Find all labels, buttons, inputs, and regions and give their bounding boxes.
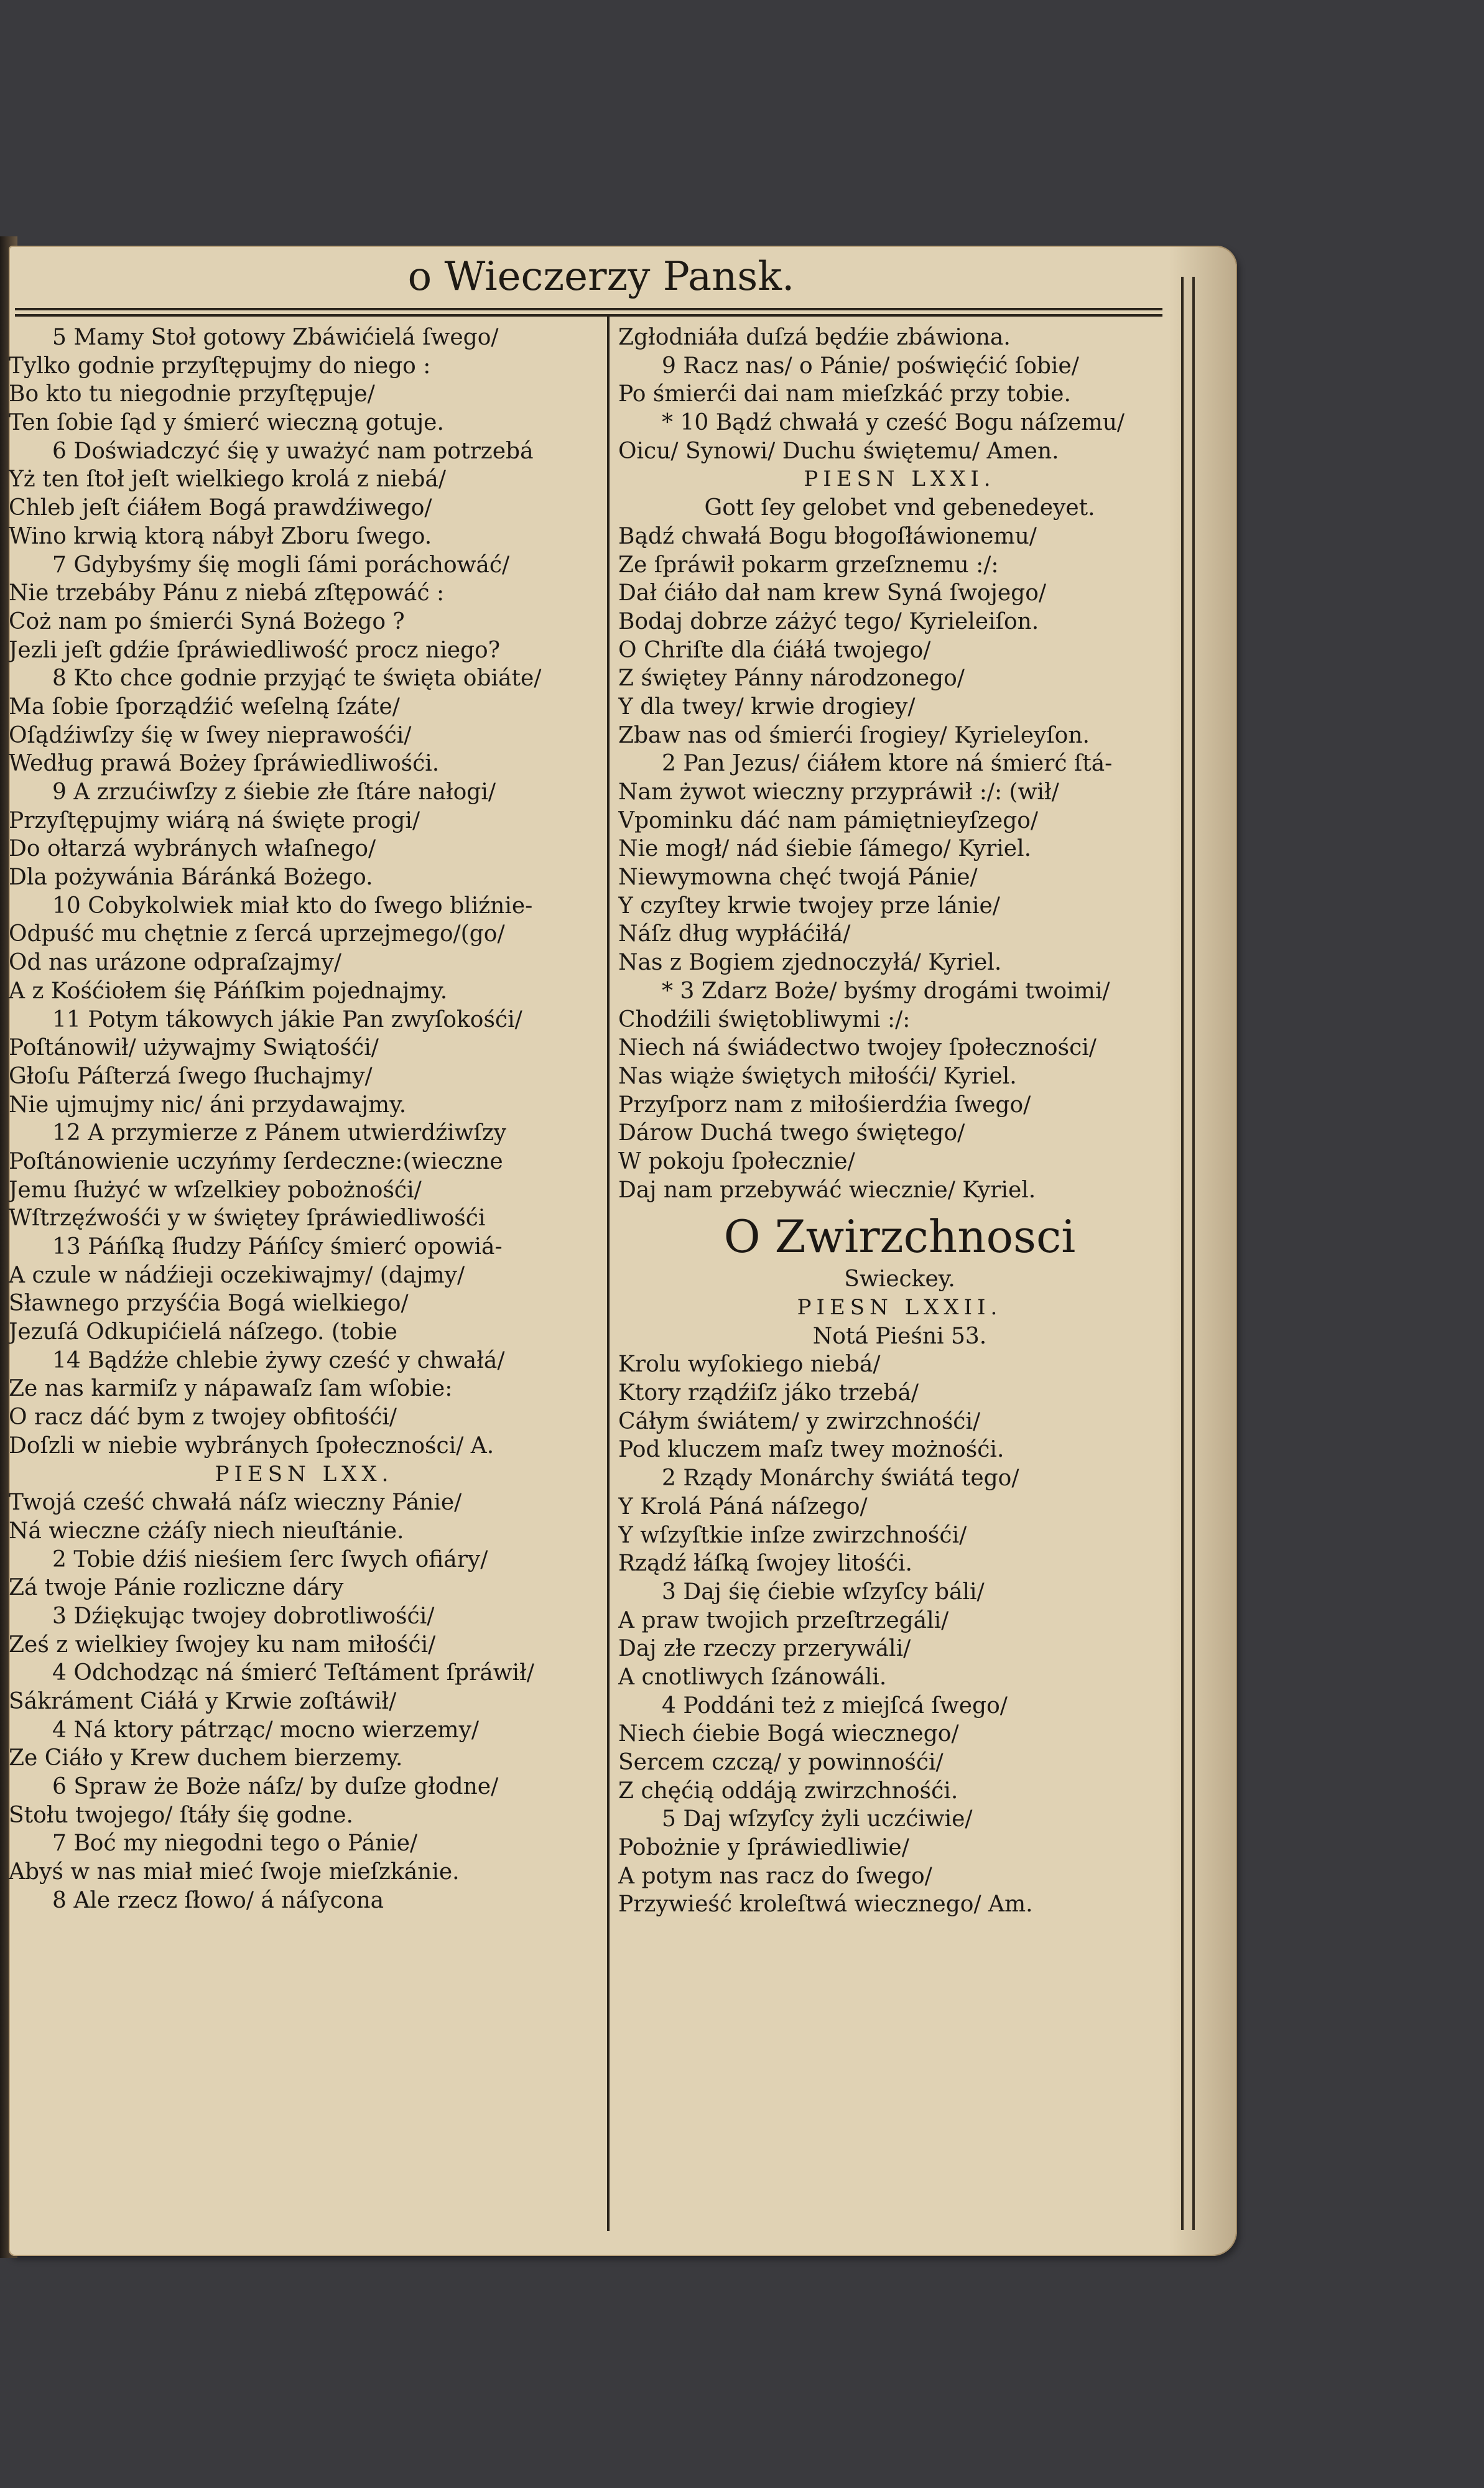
text-line: Nie trzebáby Pánu z niebá zſtępowáć :	[9, 580, 445, 606]
text-line: Od nas urázone odpraſzajmy/	[9, 950, 341, 976]
text-line: Niech ná świádectwo twojey ſpołeczności/	[618, 1035, 1097, 1061]
right-margin-rule-outer	[1192, 277, 1195, 2230]
text-line: Przyſporz nam z miłośierdźia ſwego/	[618, 1092, 1031, 1118]
text-line: Pod kluczem maſz twey możnośći.	[618, 1437, 1004, 1463]
text-line: Ná wieczne cżáſy niech nieuſtánie.	[9, 1518, 404, 1544]
text-line: Zbaw nas od śmierći ſrogiey/ Kyrieleyſon.	[618, 722, 1090, 748]
text-line: Z świętey Pánny národzonego/	[618, 666, 965, 692]
text-line: Tylko godnie przyſtępujmy do niego :	[9, 353, 431, 379]
text-line: Oſądźiwſzy śię w ſwey nieprawośći/	[9, 722, 412, 748]
text-line: Sercem czczą/ y powinnośći/	[618, 1750, 944, 1775]
text-line: 14 Bądźże chlebie żywy cześć y chwałá/	[52, 1347, 505, 1373]
text-line: Nas wiąże świętych miłośći/ Kyriel.	[618, 1063, 1017, 1089]
text-line: Náſz dług wypłáćiłá/	[618, 921, 851, 947]
text-line: Y Krolá Páná náſzego/	[618, 1493, 868, 1520]
text-line: Zgłodniáła duſzá będźie zbáwiona.	[618, 325, 1011, 350]
text-line: PIESN LXXII.	[797, 1295, 1003, 1320]
text-line: Po śmierći dai nam mieſzkáć przy tobie.	[618, 381, 1071, 407]
text-line: Według prawá Bożey ſpráwiedliwośći.	[9, 751, 440, 777]
text-line: O Chriſte dla ćiáłá twojego/	[618, 637, 931, 663]
right-margin-rule	[1181, 277, 1184, 2230]
text-line: Y wſzyſtkie inſze zwirzchnośći/	[618, 1522, 967, 1548]
text-line: 11 Potym tákowych jákie Pan zwyſokośći/	[52, 1006, 522, 1033]
text-line: Ze Ciáło y Krew duchem bierzemy.	[9, 1745, 403, 1771]
text-line: A cnotliwych ſzánowáli.	[618, 1664, 887, 1690]
text-line: Bodaj dobrze záżyć tego/ Kyrieleiſon.	[618, 608, 1039, 634]
text-line: A czule w nádźieji oczekiwajmy/ (dajmy/	[9, 1262, 465, 1288]
text-line: Chleb jeſt ćiáłem Bogá prawdźiwego/	[9, 495, 432, 521]
text-line: Nie ujmujmy nic/ áni przydawajmy.	[9, 1092, 407, 1118]
text-line: Niech ćiebie Bogá wiecznego/	[618, 1721, 959, 1747]
text-line: Ze nas karmiſz y nápawaſz ſam wſobie:	[9, 1376, 453, 1402]
text-line: Nie mogł/ nád śiebie ſámego/ Kyriel.	[618, 836, 1032, 862]
header-rule-top	[15, 308, 1162, 310]
text-line: Dał ćiáło dał nam krew Syná ſwojego/	[618, 580, 1047, 606]
text-line: Do ołtarzá wybránych właſnego/	[9, 836, 376, 862]
text-line: 9 A zrzućiwſzy z śiebie złe ſtáre nałogi/	[52, 779, 496, 805]
text-line: Gott ſey gelobet vnd gebenedeyet.	[704, 495, 1095, 521]
text-line: Swieckey.	[844, 1266, 955, 1293]
text-line: 5 Mamy Stoł gotowy Zbáwićielá ſwego/	[52, 325, 499, 350]
text-line: PIESN LXX.	[215, 1461, 394, 1487]
text-line: Doſzli w niebie wybránych ſpołeczności/ A.	[9, 1432, 494, 1459]
text-line: 6 Doświadczyć śię y uważyć nam potrzebá	[52, 438, 534, 464]
text-line: Abyś w nas miał mieć ſwoje mieſzkánie.	[9, 1859, 460, 1885]
text-line: 4 Odchodząc ná śmierć Teſtáment ſpráwił/	[52, 1660, 534, 1686]
text-line: Krolu wyſokiego niebá/	[618, 1352, 881, 1378]
text-line: Przyſtępujmy wiárą ná święte progi/	[9, 807, 420, 833]
text-line: Jemu ſłużyć w wſzelkiey pobożnośći/	[9, 1177, 422, 1203]
text-line: * 10 Bądź chwałá y cześć Bogu náſzemu/	[662, 410, 1125, 436]
text-line: Głoſu Páſterzá ſwego ſłuchajmy/	[9, 1063, 373, 1089]
text-line: Ześ z wielkiey ſwojey ku nam miłośći/	[9, 1632, 436, 1658]
text-line: Y czyſtey krwie twojey prze lánie/	[618, 893, 1000, 919]
text-line: Jezli jeſt gdźie ſpráwiedliwość procz niego?	[9, 637, 501, 663]
text-line: Ma ſobie ſporządźić weſelną ſzáte/	[9, 694, 400, 720]
text-line: Cáłym świátem/ y zwirzchnośći/	[618, 1408, 981, 1434]
text-line: Yż ten ſtoł jeſt wielkiego krolá z niebá/	[9, 466, 446, 493]
text-line: Twojá cześć chwałá náſz wieczny Pánie/	[9, 1490, 462, 1516]
text-line: 2 Pan Jezus/ ćiáłem ktore ná śmierć ſtá-	[662, 751, 1113, 777]
text-line: 7 Gdybyśmy śię mogli ſámi poráchowáć/	[52, 552, 510, 578]
text-line: Daj nam przebywáć wiecznie/ Kyriel.	[618, 1177, 1036, 1203]
right-column	[618, 323, 1181, 1919]
text-line: Wino krwią ktorą nábył Zboru ſwego.	[9, 523, 432, 549]
text-line: Dárow Duchá twego świętego/	[618, 1120, 965, 1146]
text-line: W pokoju ſpołecznie/	[618, 1148, 855, 1174]
text-line: 6 Spraw że Boże náſz/ by duſze głodne/	[52, 1774, 499, 1800]
text-line: Y dla twey/ krwie drogiey/	[618, 694, 916, 720]
text-line: 8 Ale rzecz ſłowo/ á náſycona	[52, 1887, 384, 1913]
text-line: A potym nas racz do ſwego/	[618, 1863, 932, 1889]
text-line: Przywieść kroleſtwá wiecznego/ Am.	[618, 1892, 1033, 1918]
text-line: Z chęćią oddáją zwirzchnośći.	[618, 1778, 958, 1804]
text-line: Sákráment Ciáłá y Krwie zoſtáwił/	[9, 1689, 397, 1714]
text-line: Jezuſá Odkupićielá náſzego. (tobie	[9, 1319, 397, 1345]
text-line: Rządź łáſką ſwojey litośći.	[618, 1551, 912, 1577]
text-line: Sławnego przyśćia Bogá wielkiego/	[9, 1291, 409, 1317]
header-rule-bottom	[15, 314, 1162, 317]
text-line: Nam żywot wieczny przypráwił :/: (wił/	[618, 779, 1059, 805]
text-line: Ten ſobie ſąd y śmierć wieczną gotuje.	[9, 410, 444, 436]
text-line: Vpominku dáć nam pámiętnieyſzego/	[618, 807, 1039, 833]
text-line: 12 A przymierze z Pánem utwierdźiwſzy	[52, 1120, 507, 1146]
text-line: 8 Kto chce godnie przyjąć te święta obiáte/	[52, 666, 542, 692]
text-line: * 3 Zdarz Boże/ byśmy drogámi twoimi/	[662, 978, 1110, 1004]
left-column	[9, 323, 600, 1915]
text-line: 4 Ná ktory pátrząc/ mocno wierzemy/	[52, 1717, 480, 1743]
column-divider	[607, 315, 610, 2231]
text-line: 10 Cobykolwiek miał kto do ſwego bliźnie-	[52, 893, 533, 919]
text-line: Dla pożywánia Báránká Bożego.	[9, 865, 373, 891]
text-line: Ze ſpráwił pokarm grzeſznemu :/:	[618, 552, 999, 578]
text-line: Zá twoje Pánie rozliczne dáry	[9, 1575, 344, 1601]
text-line: 5 Daj wſzyſcy żyli uczćiwie/	[662, 1806, 973, 1832]
text-line: Pobożnie y ſpráwiedliwie/	[618, 1835, 909, 1861]
text-line: Wſtrzęźwośći y w świętey ſpráwiedliwośći	[9, 1205, 486, 1232]
text-line: 13 Páńſką ſłudzy Páńſcy śmierć opowiá-	[52, 1234, 503, 1260]
text-line: O racz dáć bym z twojey obfitośći/	[9, 1404, 397, 1431]
text-line: Odpuść mu chętnie z ſercá uprzejmego/(go/	[9, 921, 505, 947]
text-line: Niewymowna chęć twojá Pánie/	[618, 865, 978, 891]
text-line: 3 Dźiękując twojey dobrotliwośći/	[52, 1603, 435, 1629]
right-column-part-b	[618, 1265, 1181, 1919]
text-line: Ktory rządźiſz jáko trzebá/	[618, 1380, 919, 1406]
text-line: PIESN LXXI.	[804, 466, 996, 492]
text-line: Oicu/ Synowi/ Duchu świętemu/ Amen.	[618, 438, 1059, 464]
text-line: 2 Tobie dźiś nieśiem ſerc ſwych ofiáry/	[52, 1546, 488, 1572]
text-line: Notá Pieśni 53.	[812, 1323, 987, 1349]
text-line: A z Kośćiołem śię Páńſkim pojednajmy.	[9, 978, 448, 1004]
text-line: Poſtánowił/ używajmy Swiątośći/	[9, 1035, 379, 1061]
text-line: 7 Boć my niegodni tego o Pánie/	[52, 1831, 418, 1857]
page-header: o Wieczerzy Pansk.	[407, 254, 795, 300]
text-line: Coż nam po śmierći Syná Bożego ?	[9, 608, 405, 634]
text-line: Daj złe rzeczy przerywáli/	[618, 1636, 911, 1662]
section-title: O Zwirzchnosci	[723, 1210, 1076, 1263]
text-line: 3 Daj śię ćiebie wſzyſcy báli/	[662, 1579, 985, 1605]
text-line: Stołu twojego/ ſtáły śię godne.	[9, 1802, 353, 1828]
book-page	[9, 246, 1237, 2256]
text-line: 4 Poddáni też z miejſcá ſwego/	[662, 1692, 1008, 1719]
text-line: 9 Racz nas/ o Pánie/ poświęćić ſobie/	[662, 353, 1079, 379]
text-line: A praw twojich przeſtrzegáli/	[618, 1607, 949, 1633]
text-line: 2 Rządy Monárchy świátá tego/	[662, 1465, 1019, 1492]
text-line: Nas z Bogiem zjednoczyłá/ Kyriel.	[618, 950, 1002, 976]
text-line: Bądź chwałá Bogu błogoſłáwionemu/	[618, 523, 1037, 549]
text-line: Bo kto tu niegodnie przyſtępuje/	[9, 381, 375, 407]
text-line: Chodźili świętobliwymi :/:	[618, 1006, 911, 1033]
text-line: Poſtánowienie uczyńmy ſerdeczne:(wieczne	[9, 1148, 503, 1174]
right-column-part-a	[618, 323, 1181, 1204]
